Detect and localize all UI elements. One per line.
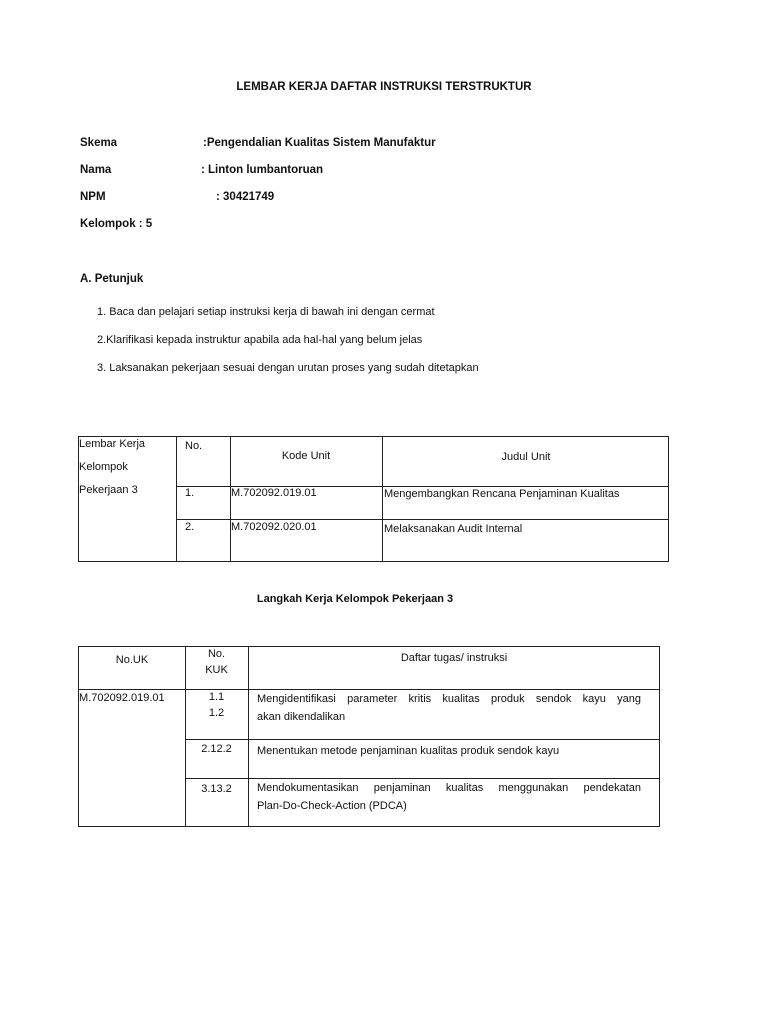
section-subtitle: Langkah Kerja Kelompok Pekerjaan 3 (256, 593, 454, 605)
row-1-kuk-line-2: 1.2 (208, 707, 225, 719)
skema-label: Skema (80, 137, 118, 149)
task-table (78, 646, 660, 827)
header-kode-unit: Kode Unit (281, 450, 331, 462)
nama-label: Nama (80, 164, 112, 176)
npm-value: : 30421749 (216, 191, 275, 203)
nama-value: : Linton lumbantoruan (201, 164, 324, 176)
row-3-kuk: 3.13.2 (201, 783, 232, 795)
petunjuk-item-2: 2.Klarifikasi kepada instruktur apabila ada hal-hal yang belum jelas (97, 334, 423, 346)
row-1-judul: Mengembangkan Rencana Penjaminan Kualitas (384, 488, 620, 500)
header-daftar-tugas: Daftar tugas/ instruksi (400, 652, 508, 664)
row-1-instruction (257, 690, 641, 726)
petunjuk-heading: A. Petunjuk (80, 273, 144, 285)
kelompok-label: Kelompok : 5 (80, 218, 153, 230)
header-judul-unit: Judul Unit (501, 451, 551, 463)
header-no-uk: No.UK (115, 654, 149, 666)
header-no-kuk-line-2: KUK (205, 664, 228, 676)
row-3-instruction-line-1: Mendokumentasikan penjaminan kualitas menggunakan pendekatan (257, 782, 641, 794)
no-uk-value: M.702092.019.01 (79, 692, 165, 704)
row-2-judul: Melaksanakan Audit Internal (384, 523, 523, 535)
row-2-no: 2. (185, 521, 195, 533)
side-label-line-2: Kelompok (79, 461, 128, 473)
table-divider (176, 437, 177, 561)
table-divider (176, 519, 668, 520)
petunjuk-item-1: 1. Baca dan pelajari setiap instruksi kerja di bawah ini dengan cermat (97, 306, 435, 318)
header-no-kuk-line-1: No. (207, 648, 226, 660)
row-1-no: 1. (185, 487, 195, 499)
row-2-kode: M.702092.020.01 (231, 521, 317, 533)
row-1-kuk-line-1: 1.1 (208, 691, 225, 703)
npm-label: NPM (80, 191, 106, 203)
row-2-kuk: 2.12.2 (201, 743, 232, 755)
side-label-line-3: Pekerjaan 3 (79, 484, 138, 496)
petunjuk-item-3: 3. Laksanakan pekerjaan sesuai dengan urutan proses yang sudah ditetapkan (97, 362, 479, 374)
row-3-instruction (257, 779, 641, 815)
row-1-kode: M.702092.019.01 (231, 487, 317, 499)
unit-table (78, 436, 669, 562)
side-label-line-1: Lembar Kerja (79, 438, 146, 450)
row-1-instruction-line-2: akan dikendalikan (257, 711, 346, 723)
table-divider (185, 739, 659, 740)
document-title: LEMBAR KERJA DAFTAR INSTRUKSI TERSTRUKTUR (236, 81, 532, 93)
row-1-instruction-line-1: Mengidentifikasi parameter kritis kualitas produk sendok kayu yang (257, 693, 641, 705)
header-no: No. (185, 440, 203, 452)
skema-value: :Pengendalian Kualitas Sistem Manufaktur (203, 137, 436, 149)
row-2-instruction: Menentukan metode penjaminan kualitas produk sendok kayu (257, 745, 560, 757)
row-3-instruction-line-2: Plan-Do-Check-Action (PDCA) (257, 800, 407, 812)
table-divider (248, 647, 249, 826)
